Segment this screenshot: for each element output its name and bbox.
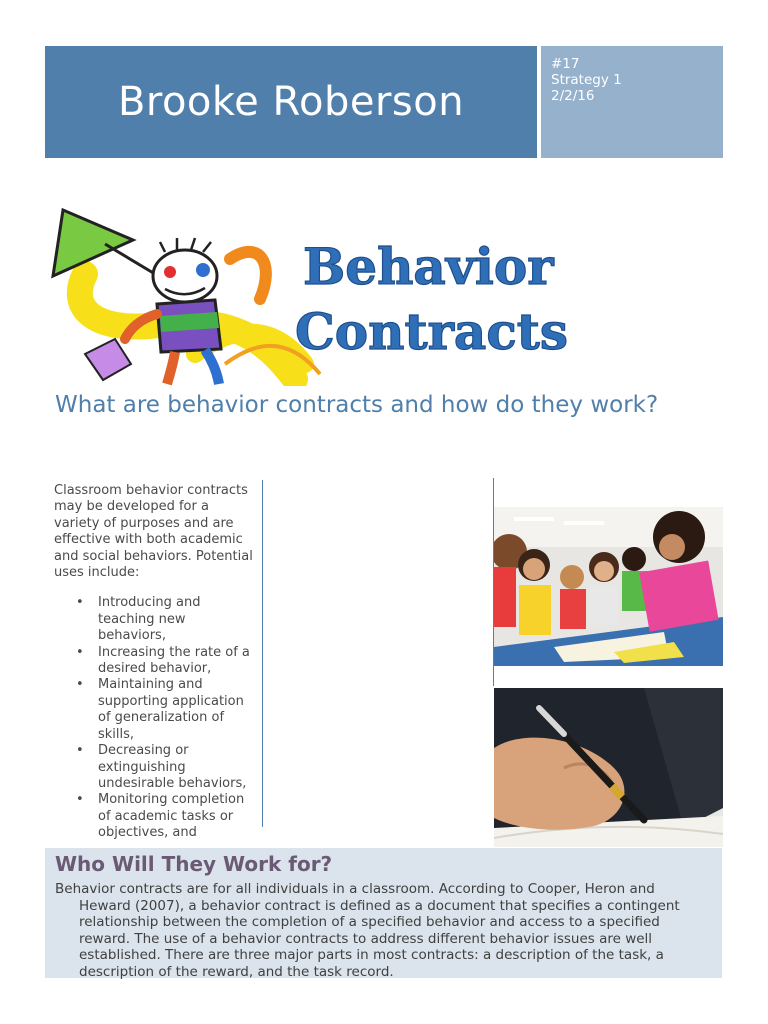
who-section: [45, 848, 722, 978]
uses-list: [54, 595, 256, 841]
name-title-box: [45, 46, 537, 158]
banner-line-1: Behavior: [303, 237, 554, 296]
strategy-label: Strategy 1: [551, 72, 622, 88]
list-item: • Monitoring completion of academic tasks or objectives, and: [98, 792, 256, 841]
banner-line-2: Contracts: [295, 302, 569, 361]
intro-column: [54, 483, 256, 843]
page-subtitle: What are behavior contracts and how do they work?: [55, 392, 659, 418]
date-label: 2/2/16: [551, 88, 595, 104]
list-item: • Maintaining and supporting application of generalization of skills,: [98, 677, 256, 743]
intro-paragraph: Classroom behavior contracts may be developed for a variety of purposes and are effective with both academic and social behaviors. Potential uses include:: [54, 483, 253, 581]
meta-box: [541, 46, 723, 158]
who-paragraph: Behavior contracts are for all individuals in a classroom. According to Cooper, Heron and Heward (2007), a behavior contract is defined as a document that specifies a contingent relationship between the completion of a specified behavior and access to a specified reward. The use of a behavior contracts to address different behavior issues are well established. There are three major parts in most contracts: a description of the task, a description of the reward, and the task record.: [55, 881, 680, 980]
students-photo: [494, 507, 723, 666]
issue-number: #17: [551, 56, 580, 72]
list-item: • Decreasing or extinguishing undesirable behaviors,: [98, 743, 256, 792]
list-item: • Introducing and teaching new behaviors,: [98, 595, 256, 644]
column-divider: [262, 480, 263, 827]
list-item: • Increasing the rate of a desired behavior,: [98, 645, 256, 678]
behavior-contracts-banner: [45, 204, 625, 386]
who-heading: Who Will They Work for?: [55, 852, 333, 876]
signing-photo: [494, 688, 723, 847]
author-name: Brooke Roberson: [117, 79, 465, 125]
